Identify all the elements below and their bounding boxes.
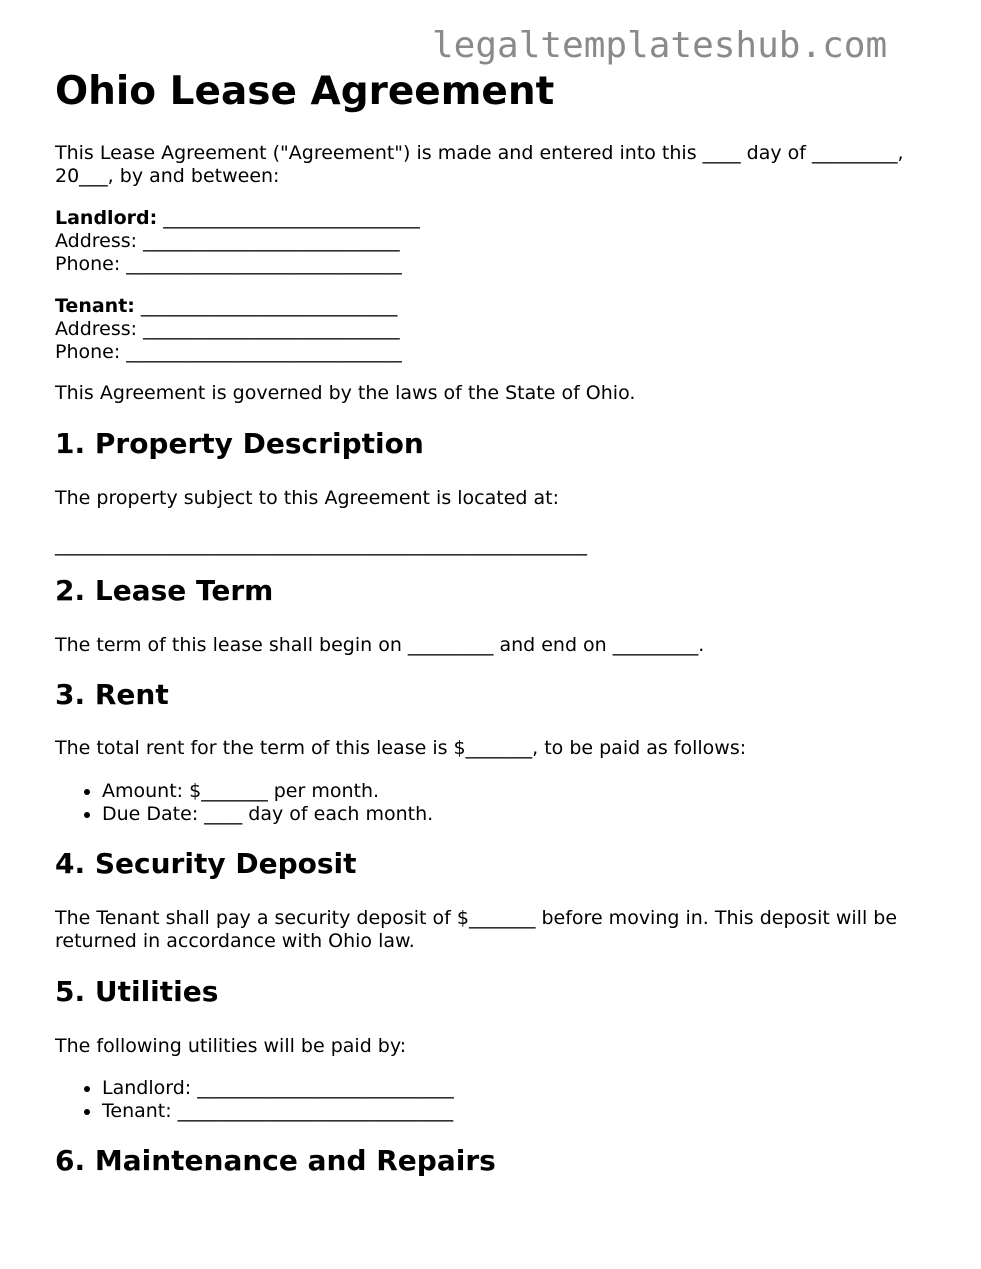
rent-list [55, 780, 433, 826]
rent-text: The total rent for the term of this lease is $_______, to be paid as follows: [55, 737, 747, 759]
property-text: The property subject to this Agreement is located at: [55, 487, 559, 509]
landlord-phone: Phone: _____________________________ [55, 253, 402, 275]
section-heading-security-deposit: 4. Security Deposit [55, 847, 357, 880]
page-title: Ohio Lease Agreement [55, 69, 555, 114]
list-item: • Tenant: _____________________________ [102, 1100, 454, 1123]
governing-law: This Agreement is governed by the laws of the State of Ohio. [55, 382, 636, 404]
deposit-line-1: The Tenant shall pay a security deposit of $_______ before moving in. This deposit will be [55, 907, 898, 929]
landlord-address: Address: ___________________________ [55, 230, 400, 252]
watermark: legaltemplateshub.com [432, 25, 888, 66]
list-item: • Due Date: ____ day of each month. [102, 803, 433, 826]
utilities-text: The following utilities will be paid by: [55, 1035, 407, 1057]
list-item: • Amount: $_______ per month. [102, 780, 433, 803]
section-heading-property: 1. Property Description [55, 427, 424, 460]
section-heading-rent: 3. Rent [55, 678, 169, 711]
section-heading-lease-term: 2. Lease Term [55, 574, 274, 607]
lease-term-text: The term of this lease shall begin on _________ and end on _________. [55, 634, 705, 656]
deposit-line-2: returned in accordance with Ohio law. [55, 930, 415, 952]
property-address-blank: ________________________________________________________ [55, 534, 587, 556]
utilities-list [55, 1077, 454, 1123]
intro-line-1: This Lease Agreement ("Agreement") is made and entered into this ____ day of _________, [55, 142, 904, 164]
tenant-name-blank: ___________________________ [134, 295, 398, 317]
tenant-address: Address: ___________________________ [55, 318, 400, 340]
tenant-name-line [55, 295, 397, 318]
list-item: • Landlord: ___________________________ [102, 1077, 454, 1100]
landlord-name-blank: ___________________________ [157, 207, 420, 229]
section-heading-utilities: 5. Utilities [55, 975, 219, 1008]
tenant-phone: Phone: _____________________________ [55, 341, 402, 363]
tenant-label: Tenant: [55, 295, 135, 317]
intro-line-2: 20___, by and between: [55, 165, 280, 187]
landlord-label: Landlord: [55, 207, 158, 229]
section-heading-maintenance: 6. Maintenance and Repairs [55, 1144, 496, 1177]
landlord-name-line [55, 207, 420, 230]
